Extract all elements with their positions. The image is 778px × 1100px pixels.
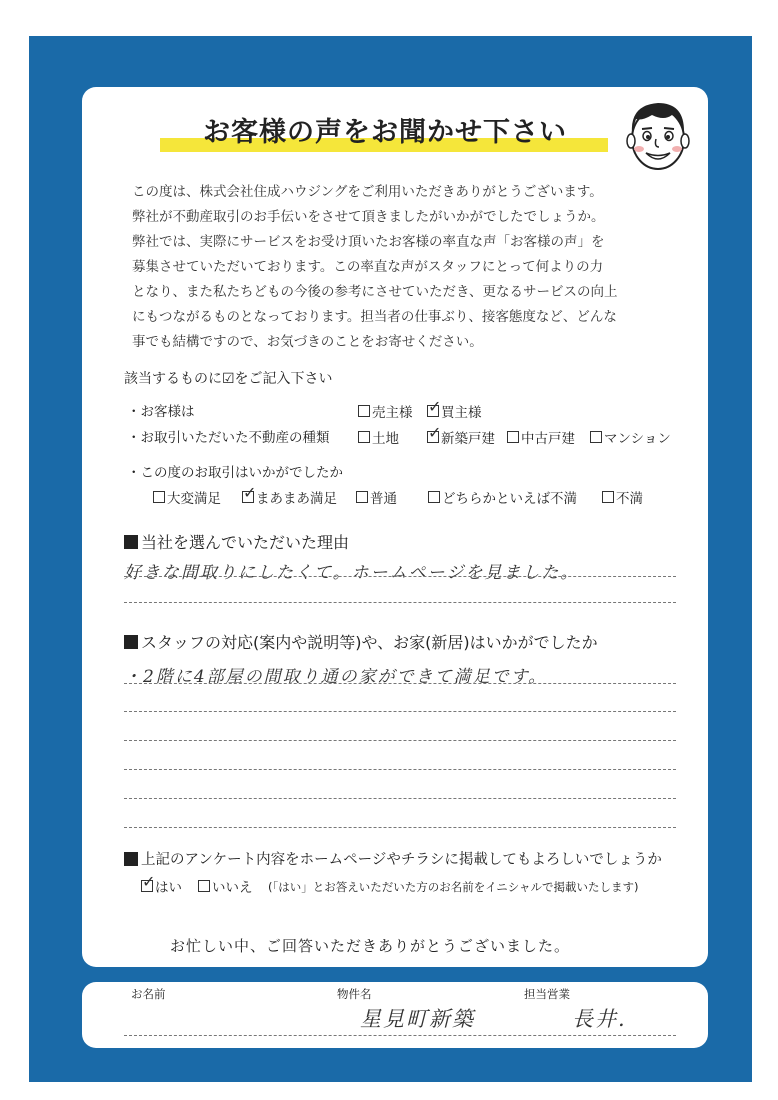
option-very-satisfied-label: 大変満足 [167,491,221,507]
option-new-house[interactable] [427,423,495,447]
option-no-label: いいえ [212,880,253,896]
q-customer-label: ・お客様は [127,404,195,420]
answer-line [124,798,676,799]
q-property-label: ・お取引いただいた不動産の種類 [127,430,330,446]
option-land-label: 土地 [372,431,399,447]
staff-answer[interactable]: ・2階に4部屋の間取り通の家ができて満足です。 [124,667,548,687]
answer-line [124,827,676,828]
answer-line [124,711,676,712]
property-label: 物件名 [337,987,372,1001]
option-seller[interactable] [358,401,413,421]
page-title: お客様の声をお聞かせ下さい [203,117,567,148]
checkmark-icon: ✓ [428,423,442,442]
option-new-house-label: 新築戸建 [441,431,495,447]
q-satisfaction-label: ・この度のお取引はいかがでしたか [127,465,343,481]
option-yes-label: はい [155,880,182,896]
option-no[interactable] [198,876,253,896]
checkbox-land[interactable] [358,431,370,443]
publish-heading-text: 上記のアンケート内容をホームページやチラシに掲載してもよろしいでしょうか [141,852,662,868]
name-label: お名前 [131,987,166,1001]
square-bullet-icon [124,852,138,866]
square-bullet-icon [124,635,138,649]
checkbox-no[interactable] [198,880,210,892]
checkbox-neutral[interactable] [356,491,368,503]
answer-line [124,740,676,741]
staff-heading [124,630,598,653]
instruction-heading: 該当するものに☑をご記入下さい [124,371,333,387]
footer-line [124,1035,676,1036]
option-land[interactable] [358,427,399,447]
option-dissatisfied[interactable] [602,487,643,507]
sales-label: 担当営業 [524,987,570,1001]
sales-value[interactable]: 長井. [572,1007,627,1031]
option-yes[interactable] [141,872,182,896]
checkbox-somewhat-dissatisfied[interactable] [428,491,440,503]
option-mansion[interactable] [590,427,671,447]
option-fairly-satisfied[interactable] [242,483,337,507]
answer-line [124,576,676,577]
option-buyer[interactable] [427,397,482,421]
staff-heading-text: スタッフの対応(案内や説明等)や、お家(新居)はいかがでしたか [141,633,598,652]
checkbox-dissatisfied[interactable] [602,491,614,503]
option-buyer-label: 買主様 [441,405,482,421]
checkmark-icon: ✓ [142,872,156,891]
publish-heading [124,848,662,869]
title-block [160,110,610,160]
option-dissatisfied-label: 不満 [616,491,643,507]
option-mansion-label: マンション [604,431,671,447]
intro-text: この度は、株式会社住成ハウジングをご利用いただきありがとうございます。 弊社が不動産取引のお手伝いをさせて頂きましたがいかがでしたでしょうか。 弊社では、実際にサービスをお受け頂いたお客様の率直な声「お客様の声」を 募集させていただいております。この率直な声がスタッフにとって何よりの力 となり、また私たちどもの今後の参考にさせていただき、更なるサービスの向上 にもつながるものとなっております。担当者の仕事ぶり、接客態度など、どんな 事でも結構ですので、お気づきのことをお寄せください。 [132,184,618,350]
property-value[interactable]: 星見町新築 [360,1007,475,1031]
checkmark-icon: ✓ [428,397,442,416]
option-neutral[interactable] [356,487,397,507]
checkbox-mansion[interactable] [590,431,602,443]
checkbox-seller[interactable] [358,405,370,417]
option-neutral-label: 普通 [370,491,397,507]
option-used-house-label: 中古戸建 [521,431,575,447]
thanks-message: お忙しい中、ご回答いただきありがとうございました。 [170,937,571,955]
option-fairly-satisfied-label: まあまあ満足 [256,491,337,507]
option-somewhat-dissatisfied-label: どちらかといえば不満 [442,491,577,507]
reason-heading [124,530,349,553]
checkbox-very-satisfied[interactable] [153,491,165,503]
reason-heading-text: 当社を選んでいただいた理由 [141,533,350,552]
answer-line [124,602,676,603]
square-bullet-icon [124,535,138,549]
checkbox-buyer[interactable] [427,397,442,417]
answer-line [124,683,676,684]
option-very-satisfied[interactable] [153,487,221,507]
publish-note: (「はい」とお答えいただいた方のお名前をイニシャルで掲載いたします) [268,880,639,894]
option-used-house[interactable] [507,427,575,447]
checkmark-icon: ✓ [243,483,257,502]
smiling-man-face-icon [624,95,692,175]
option-somewhat-dissatisfied[interactable] [428,487,577,507]
checkbox-fairly-satisfied[interactable] [242,483,257,503]
checkbox-used-house[interactable] [507,431,519,443]
checkbox-yes[interactable] [141,872,156,892]
reason-answer[interactable]: 好きな間取りにしたくて。ホームページを見ました。 [124,563,580,583]
answer-line [124,769,676,770]
option-seller-label: 売主様 [372,405,413,421]
checkbox-new-house[interactable] [427,423,442,443]
